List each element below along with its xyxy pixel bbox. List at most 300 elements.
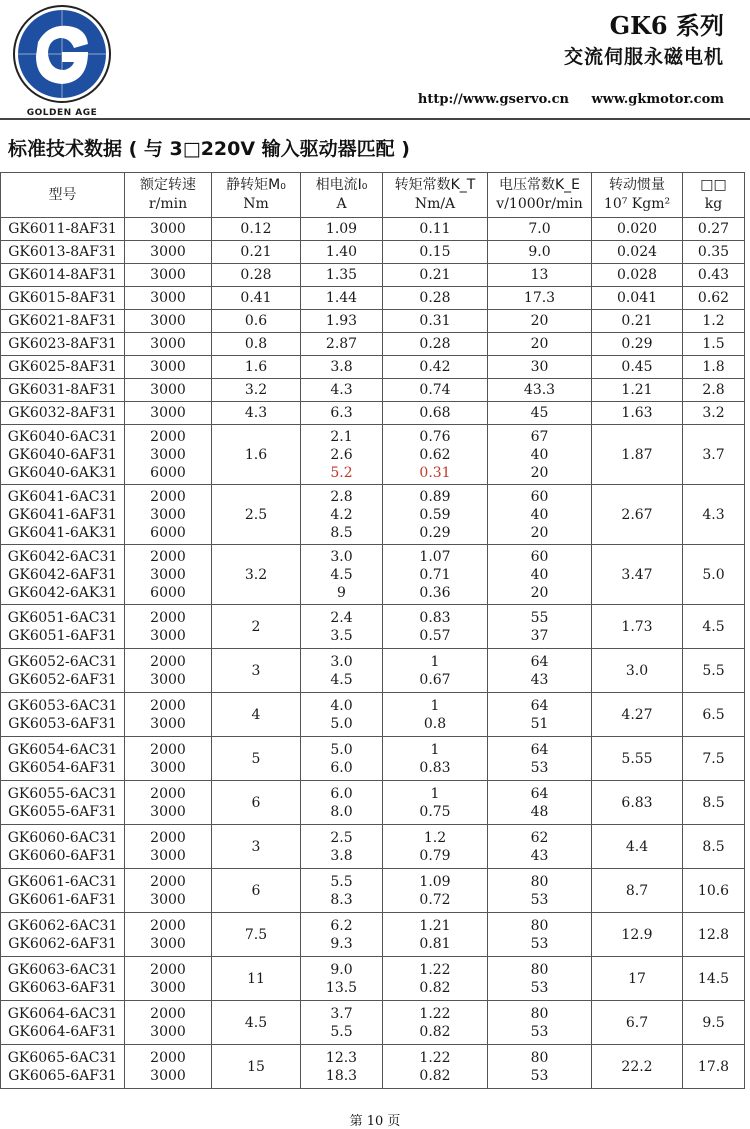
- cell-line: 0.83: [419, 609, 451, 626]
- cell-current: [301, 1045, 383, 1089]
- cell-inertia: 1.21: [592, 379, 683, 402]
- cell-inertia: 6.83: [592, 781, 683, 825]
- cell-model: [1, 264, 125, 287]
- cell-speed: [125, 1045, 212, 1089]
- cell-model: [1, 333, 125, 356]
- cell-weight: 2.8: [683, 379, 745, 402]
- cell-line: GK6053-6AF31: [8, 715, 117, 732]
- cell-line: 2000: [150, 785, 186, 802]
- cell-current: [301, 913, 383, 957]
- cell-torque: 1.6: [212, 425, 301, 485]
- cell-model: [1, 737, 125, 781]
- cell-line: 13.5: [325, 979, 358, 996]
- cell-torque: 3.2: [212, 545, 301, 605]
- cell-kt: [383, 287, 488, 310]
- cell-line: 4.2: [330, 506, 353, 523]
- cell-line: GK6042-6AC31: [7, 548, 118, 565]
- cell-line: 2000: [150, 697, 186, 714]
- cell-current: [301, 356, 383, 379]
- cell-kt: [383, 781, 488, 825]
- cell-line: 55: [530, 609, 549, 626]
- cell-line: GK6063-6AC31: [7, 961, 118, 978]
- cell-line: 2000: [150, 873, 186, 890]
- cell-inertia: 0.041: [592, 287, 683, 310]
- cell-torque: 0.6: [212, 310, 301, 333]
- cell-line: 18.3: [325, 1067, 358, 1084]
- cell-ke: [488, 264, 592, 287]
- cell-line: 4.0: [330, 697, 353, 714]
- cell-line: 0.75: [419, 803, 451, 820]
- header-divider: [0, 118, 750, 120]
- cell-weight: 1.2: [683, 310, 745, 333]
- table-row: [1, 1045, 745, 1089]
- cell-line: GK6031-8AF31: [8, 382, 117, 398]
- cell-current: [301, 693, 383, 737]
- cell-speed: [125, 241, 212, 264]
- cell-line: GK6054-6AC31: [7, 741, 118, 758]
- cell-speed: [125, 264, 212, 287]
- cell-line: GK6042-6AK31: [7, 584, 118, 601]
- cell-line: 0.82: [419, 1023, 451, 1040]
- cell-kt: [383, 605, 488, 649]
- cell-weight: 8.5: [683, 825, 745, 869]
- cell-model: [1, 1001, 125, 1045]
- column-unit: v/1000r/min: [496, 196, 583, 212]
- cell-inertia: 5.55: [592, 737, 683, 781]
- cell-current: [301, 1001, 383, 1045]
- cell-line: GK6032-8AF31: [8, 405, 117, 421]
- cell-speed: [125, 356, 212, 379]
- cell-ke: [488, 913, 592, 957]
- cell-line: GK6052-6AF31: [8, 671, 117, 688]
- cell-line: 0.68: [419, 405, 451, 421]
- cell-speed: [125, 379, 212, 402]
- cell-line: 0.57: [419, 627, 451, 644]
- cell-kt: [383, 425, 488, 485]
- cell-line: 3000: [150, 671, 186, 688]
- cell-weight: 7.5: [683, 737, 745, 781]
- cell-line: 3000: [150, 891, 186, 908]
- cell-line: 80: [530, 961, 549, 978]
- cell-ke: [488, 379, 592, 402]
- cell-inertia: 6.7: [592, 1001, 683, 1045]
- product-subtitle: 交流伺服永磁电机: [563, 46, 724, 68]
- cell-ke: [488, 1001, 592, 1045]
- cell-line: 30: [530, 359, 549, 375]
- cell-line: 0.42: [419, 359, 451, 375]
- table-row: [1, 869, 745, 913]
- table-row: [1, 287, 745, 310]
- cell-current: [301, 333, 383, 356]
- cell-line: 53: [530, 1067, 549, 1084]
- cell-line: 3000: [150, 313, 186, 329]
- cell-line: 20: [530, 524, 549, 541]
- cell-inertia: 0.020: [592, 218, 683, 241]
- cell-line: 0.89: [419, 488, 451, 505]
- cell-model: [1, 425, 125, 485]
- cell-line: 1.40: [325, 244, 358, 260]
- cell-line: 3000: [150, 566, 186, 583]
- cell-line: 3000: [150, 221, 186, 237]
- cell-inertia: 3.47: [592, 545, 683, 605]
- cell-line: GK6042-6AF31: [8, 566, 117, 583]
- cell-torque: 3: [212, 649, 301, 693]
- cell-line: 6.0: [330, 785, 353, 802]
- cell-kt: [383, 737, 488, 781]
- column-header-weight: [683, 173, 745, 218]
- cell-weight: 5.0: [683, 545, 745, 605]
- cell-ke: [488, 869, 592, 913]
- column-header-kt: [383, 173, 488, 218]
- cell-current: [301, 310, 383, 333]
- cell-line: 2000: [150, 609, 186, 626]
- cell-line: 0.76: [419, 428, 451, 445]
- cell-line: 9.3: [330, 935, 353, 952]
- table-row: [1, 264, 745, 287]
- cell-line: 17.3: [523, 290, 556, 306]
- cell-torque: 2.5: [212, 485, 301, 545]
- cell-line: 40: [530, 506, 549, 523]
- column-unit: 10⁷ Kgm²: [603, 196, 671, 212]
- cell-line: 2000: [150, 428, 186, 445]
- cell-kt: [383, 218, 488, 241]
- cell-inertia: 1.63: [592, 402, 683, 425]
- url-gkmotor-link[interactable]: www.gkmotor.com: [591, 92, 724, 107]
- table-row: [1, 693, 745, 737]
- url-gservo-link[interactable]: http://www.gservo.cn: [417, 92, 569, 107]
- cell-line: 80: [530, 917, 549, 934]
- cell-line: GK6063-6AF31: [8, 979, 117, 996]
- column-header-speed: [125, 173, 212, 218]
- cell-line: 43: [530, 671, 549, 688]
- column-label: □□: [700, 177, 727, 193]
- cell-kt: [383, 913, 488, 957]
- cell-current: [301, 425, 383, 485]
- cell-line: 0.79: [419, 847, 451, 864]
- cell-line: 3.7: [330, 1005, 353, 1022]
- cell-line: 0.21: [419, 267, 451, 283]
- table-row: [1, 241, 745, 264]
- cell-line: 80: [530, 1005, 549, 1022]
- table-row: [1, 218, 745, 241]
- cell-kt: [383, 649, 488, 693]
- cell-line: 2000: [150, 829, 186, 846]
- cell-line: 9.0: [528, 244, 551, 260]
- cell-line: GK6013-8AF31: [8, 244, 117, 260]
- table-row: [1, 425, 745, 485]
- cell-line: 53: [530, 935, 549, 952]
- cell-model: [1, 485, 125, 545]
- cell-line: 2000: [150, 488, 186, 505]
- cell-line: 45: [530, 405, 549, 421]
- cell-line: 3000: [150, 382, 186, 398]
- cell-ke: [488, 485, 592, 545]
- cell-line: GK6064-6AF31: [8, 1023, 117, 1040]
- cell-ke: [488, 957, 592, 1001]
- cell-line: 3000: [150, 267, 186, 283]
- cell-ke: [488, 693, 592, 737]
- cell-speed: [125, 425, 212, 485]
- cell-inertia: 0.21: [592, 310, 683, 333]
- cell-current: [301, 869, 383, 913]
- cell-weight: 9.5: [683, 1001, 745, 1045]
- cell-line: 1.93: [325, 313, 358, 329]
- column-label: 相电流I₀: [315, 177, 368, 193]
- cell-current: [301, 485, 383, 545]
- cell-line: 3000: [150, 244, 186, 260]
- cell-ke: [488, 1045, 592, 1089]
- cell-line: 62: [530, 829, 549, 846]
- cell-ke: [488, 545, 592, 605]
- cell-line: 0.8: [423, 715, 447, 732]
- cell-line: 0.82: [419, 1067, 451, 1084]
- cell-line: 80: [530, 873, 549, 890]
- cell-line: GK6025-8AF31: [8, 359, 117, 375]
- cell-line: 5.5: [330, 873, 353, 890]
- column-label: 静转矩M₀: [226, 177, 286, 193]
- series-title: GK6 系列: [609, 11, 724, 40]
- cell-current: [301, 957, 383, 1001]
- cell-weight: 5.5: [683, 649, 745, 693]
- cell-ke: [488, 649, 592, 693]
- cell-torque: 3.2: [212, 379, 301, 402]
- cell-line: GK6053-6AC31: [7, 697, 118, 714]
- table-row: [1, 1001, 745, 1045]
- cell-model: [1, 957, 125, 1001]
- cell-line: 0.81: [419, 935, 451, 952]
- cell-current: [301, 737, 383, 781]
- cell-speed: [125, 737, 212, 781]
- cell-line: 2000: [150, 1005, 186, 1022]
- cell-line: 1.22: [419, 1005, 451, 1022]
- cell-inertia: 3.0: [592, 649, 683, 693]
- cell-line: 1: [430, 741, 440, 758]
- cell-line: 20: [530, 584, 549, 601]
- column-unit: r/min: [148, 196, 188, 212]
- cell-model: [1, 693, 125, 737]
- cell-current: [301, 264, 383, 287]
- cell-line: 1.07: [419, 548, 451, 565]
- cell-line: GK6065-6AF31: [8, 1067, 117, 1084]
- cell-torque: 5: [212, 737, 301, 781]
- cell-ke: [488, 218, 592, 241]
- cell-line: 53: [530, 979, 549, 996]
- page-number: 第 10 页: [349, 1114, 401, 1129]
- cell-torque: 0.8: [212, 333, 301, 356]
- cell-line: 4.3: [330, 382, 353, 398]
- cell-torque: 6: [212, 781, 301, 825]
- cell-line: GK6061-6AF31: [8, 891, 117, 908]
- cell-ke: [488, 333, 592, 356]
- cell-weight: 4.5: [683, 605, 745, 649]
- cell-line: 3000: [150, 1023, 186, 1040]
- cell-speed: [125, 869, 212, 913]
- cell-speed: [125, 825, 212, 869]
- column-header-inertia: [592, 173, 683, 218]
- cell-line: 2000: [150, 961, 186, 978]
- cell-current: [301, 605, 383, 649]
- cell-torque: 11: [212, 957, 301, 1001]
- cell-speed: [125, 218, 212, 241]
- cell-weight: 12.8: [683, 913, 745, 957]
- cell-inertia: 1.87: [592, 425, 683, 485]
- cell-line: 0.31: [419, 313, 451, 329]
- cell-torque: 4.3: [212, 402, 301, 425]
- cell-current: [301, 825, 383, 869]
- cell-ke: [488, 605, 592, 649]
- table-row: [1, 781, 745, 825]
- cell-line: 2000: [150, 548, 186, 565]
- cell-model: [1, 781, 125, 825]
- cell-line: 6.2: [330, 917, 353, 934]
- cell-line: 9.0: [330, 961, 353, 978]
- cell-torque: 0.21: [212, 241, 301, 264]
- cell-line: 20: [530, 464, 549, 481]
- cell-line: GK6060-6AF31: [8, 847, 117, 864]
- cell-ke: [488, 310, 592, 333]
- golden-age-logo: [8, 4, 116, 122]
- cell-line: 6000: [150, 524, 186, 541]
- cell-line: 0.29: [419, 524, 451, 541]
- cell-kt: [383, 693, 488, 737]
- cell-line: 3000: [150, 715, 186, 732]
- cell-line: 6.3: [330, 405, 353, 421]
- cell-weight: 0.35: [683, 241, 745, 264]
- cell-kt: [383, 310, 488, 333]
- cell-weight: 14.5: [683, 957, 745, 1001]
- cell-line: 3000: [150, 405, 186, 421]
- cell-line: 5.0: [330, 715, 353, 732]
- column-header-model: [1, 173, 125, 218]
- table-row: [1, 402, 745, 425]
- cell-weight: 8.5: [683, 781, 745, 825]
- cell-kt: [383, 379, 488, 402]
- header-urls: [400, 92, 724, 107]
- cell-inertia: 0.028: [592, 264, 683, 287]
- cell-line: GK6014-8AF31: [8, 267, 117, 283]
- cell-speed: [125, 402, 212, 425]
- cell-line: 51: [530, 715, 549, 732]
- cell-speed: [125, 333, 212, 356]
- cell-torque: 15: [212, 1045, 301, 1089]
- column-label: 转动惯量: [609, 177, 665, 193]
- cell-line: 8.3: [330, 891, 353, 908]
- cell-speed: [125, 310, 212, 333]
- cell-line: 2000: [150, 653, 186, 670]
- cell-line: 3000: [150, 446, 186, 463]
- table-body: [1, 218, 745, 1089]
- cell-line: 2.5: [330, 829, 353, 846]
- cell-line: GK6062-6AF31: [8, 935, 117, 952]
- table-row: [1, 825, 745, 869]
- cell-speed: [125, 913, 212, 957]
- cell-model: [1, 379, 125, 402]
- table-row: [1, 545, 745, 605]
- cell-model: [1, 402, 125, 425]
- cell-line: 0.11: [419, 221, 451, 237]
- cell-line: 3000: [150, 979, 186, 996]
- column-label: 型号: [48, 186, 77, 203]
- cell-line: 0.67: [419, 671, 451, 688]
- table-row: [1, 957, 745, 1001]
- cell-line: GK6041-6AC31: [7, 488, 118, 505]
- cell-line: GK6041-6AF31: [8, 506, 117, 523]
- cell-line: 0.28: [419, 290, 451, 306]
- cell-model: [1, 241, 125, 264]
- cell-line: 4.5: [330, 566, 353, 583]
- cell-line: GK6055-6AC31: [7, 785, 118, 802]
- cell-line: 0.71: [419, 566, 451, 583]
- cell-inertia: 12.9: [592, 913, 683, 957]
- cell-line: 12.3: [325, 1049, 358, 1066]
- cell-line: GK6023-8AF31: [8, 336, 117, 352]
- cell-weight: 0.27: [683, 218, 745, 241]
- cell-torque: 0.12: [212, 218, 301, 241]
- cell-torque: 4: [212, 693, 301, 737]
- column-unit: kg: [704, 196, 723, 212]
- cell-speed: [125, 485, 212, 545]
- cell-line: 8.5: [330, 524, 353, 541]
- cell-kt: [383, 1045, 488, 1089]
- cell-line: 3000: [150, 759, 186, 776]
- cell-ke: [488, 402, 592, 425]
- cell-line: GK6051-6AF31: [8, 627, 117, 644]
- cell-ke: [488, 287, 592, 310]
- cell-inertia: 2.67: [592, 485, 683, 545]
- cell-torque: 2: [212, 605, 301, 649]
- cell-line: 64: [530, 785, 549, 802]
- cell-line: 53: [530, 1023, 549, 1040]
- column-header-torque: [212, 173, 301, 218]
- column-header-ke: [488, 173, 592, 218]
- cell-line: 40: [530, 566, 549, 583]
- cell-current: [301, 379, 383, 402]
- cell-ke: [488, 737, 592, 781]
- cell-kt: [383, 1001, 488, 1045]
- cell-kt: [383, 241, 488, 264]
- cell-line: 20: [530, 336, 549, 352]
- cell-line: 4.5: [330, 671, 353, 688]
- cell-line: 0.15: [419, 244, 451, 260]
- cell-model: [1, 605, 125, 649]
- cell-line: 1.09: [325, 221, 358, 237]
- cell-line: 3000: [150, 627, 186, 644]
- cell-line: 1.2: [423, 829, 447, 846]
- table-header-row: [1, 173, 745, 218]
- cell-line: 2.87: [325, 336, 358, 352]
- cell-kt: [383, 869, 488, 913]
- cell-torque: 3: [212, 825, 301, 869]
- cell-line: GK6040-6AF31: [8, 446, 117, 463]
- cell-line: 9: [337, 584, 346, 601]
- table-row: [1, 485, 745, 545]
- column-unit: Nm/A: [414, 196, 456, 212]
- cell-speed: [125, 693, 212, 737]
- cell-line: 1.22: [419, 961, 451, 978]
- cell-line: GK6015-8AF31: [8, 290, 117, 306]
- cell-line: 13: [530, 267, 549, 283]
- cell-speed: [125, 605, 212, 649]
- cell-model: [1, 869, 125, 913]
- cell-line: GK6054-6AF31: [8, 759, 117, 776]
- cell-speed: [125, 957, 212, 1001]
- cell-model: [1, 1045, 125, 1089]
- cell-line: 80: [530, 1049, 549, 1066]
- cell-ke: [488, 425, 592, 485]
- cell-kt: [383, 957, 488, 1001]
- column-label: 电压常数K_E: [498, 177, 581, 193]
- cell-line: 3000: [150, 803, 186, 820]
